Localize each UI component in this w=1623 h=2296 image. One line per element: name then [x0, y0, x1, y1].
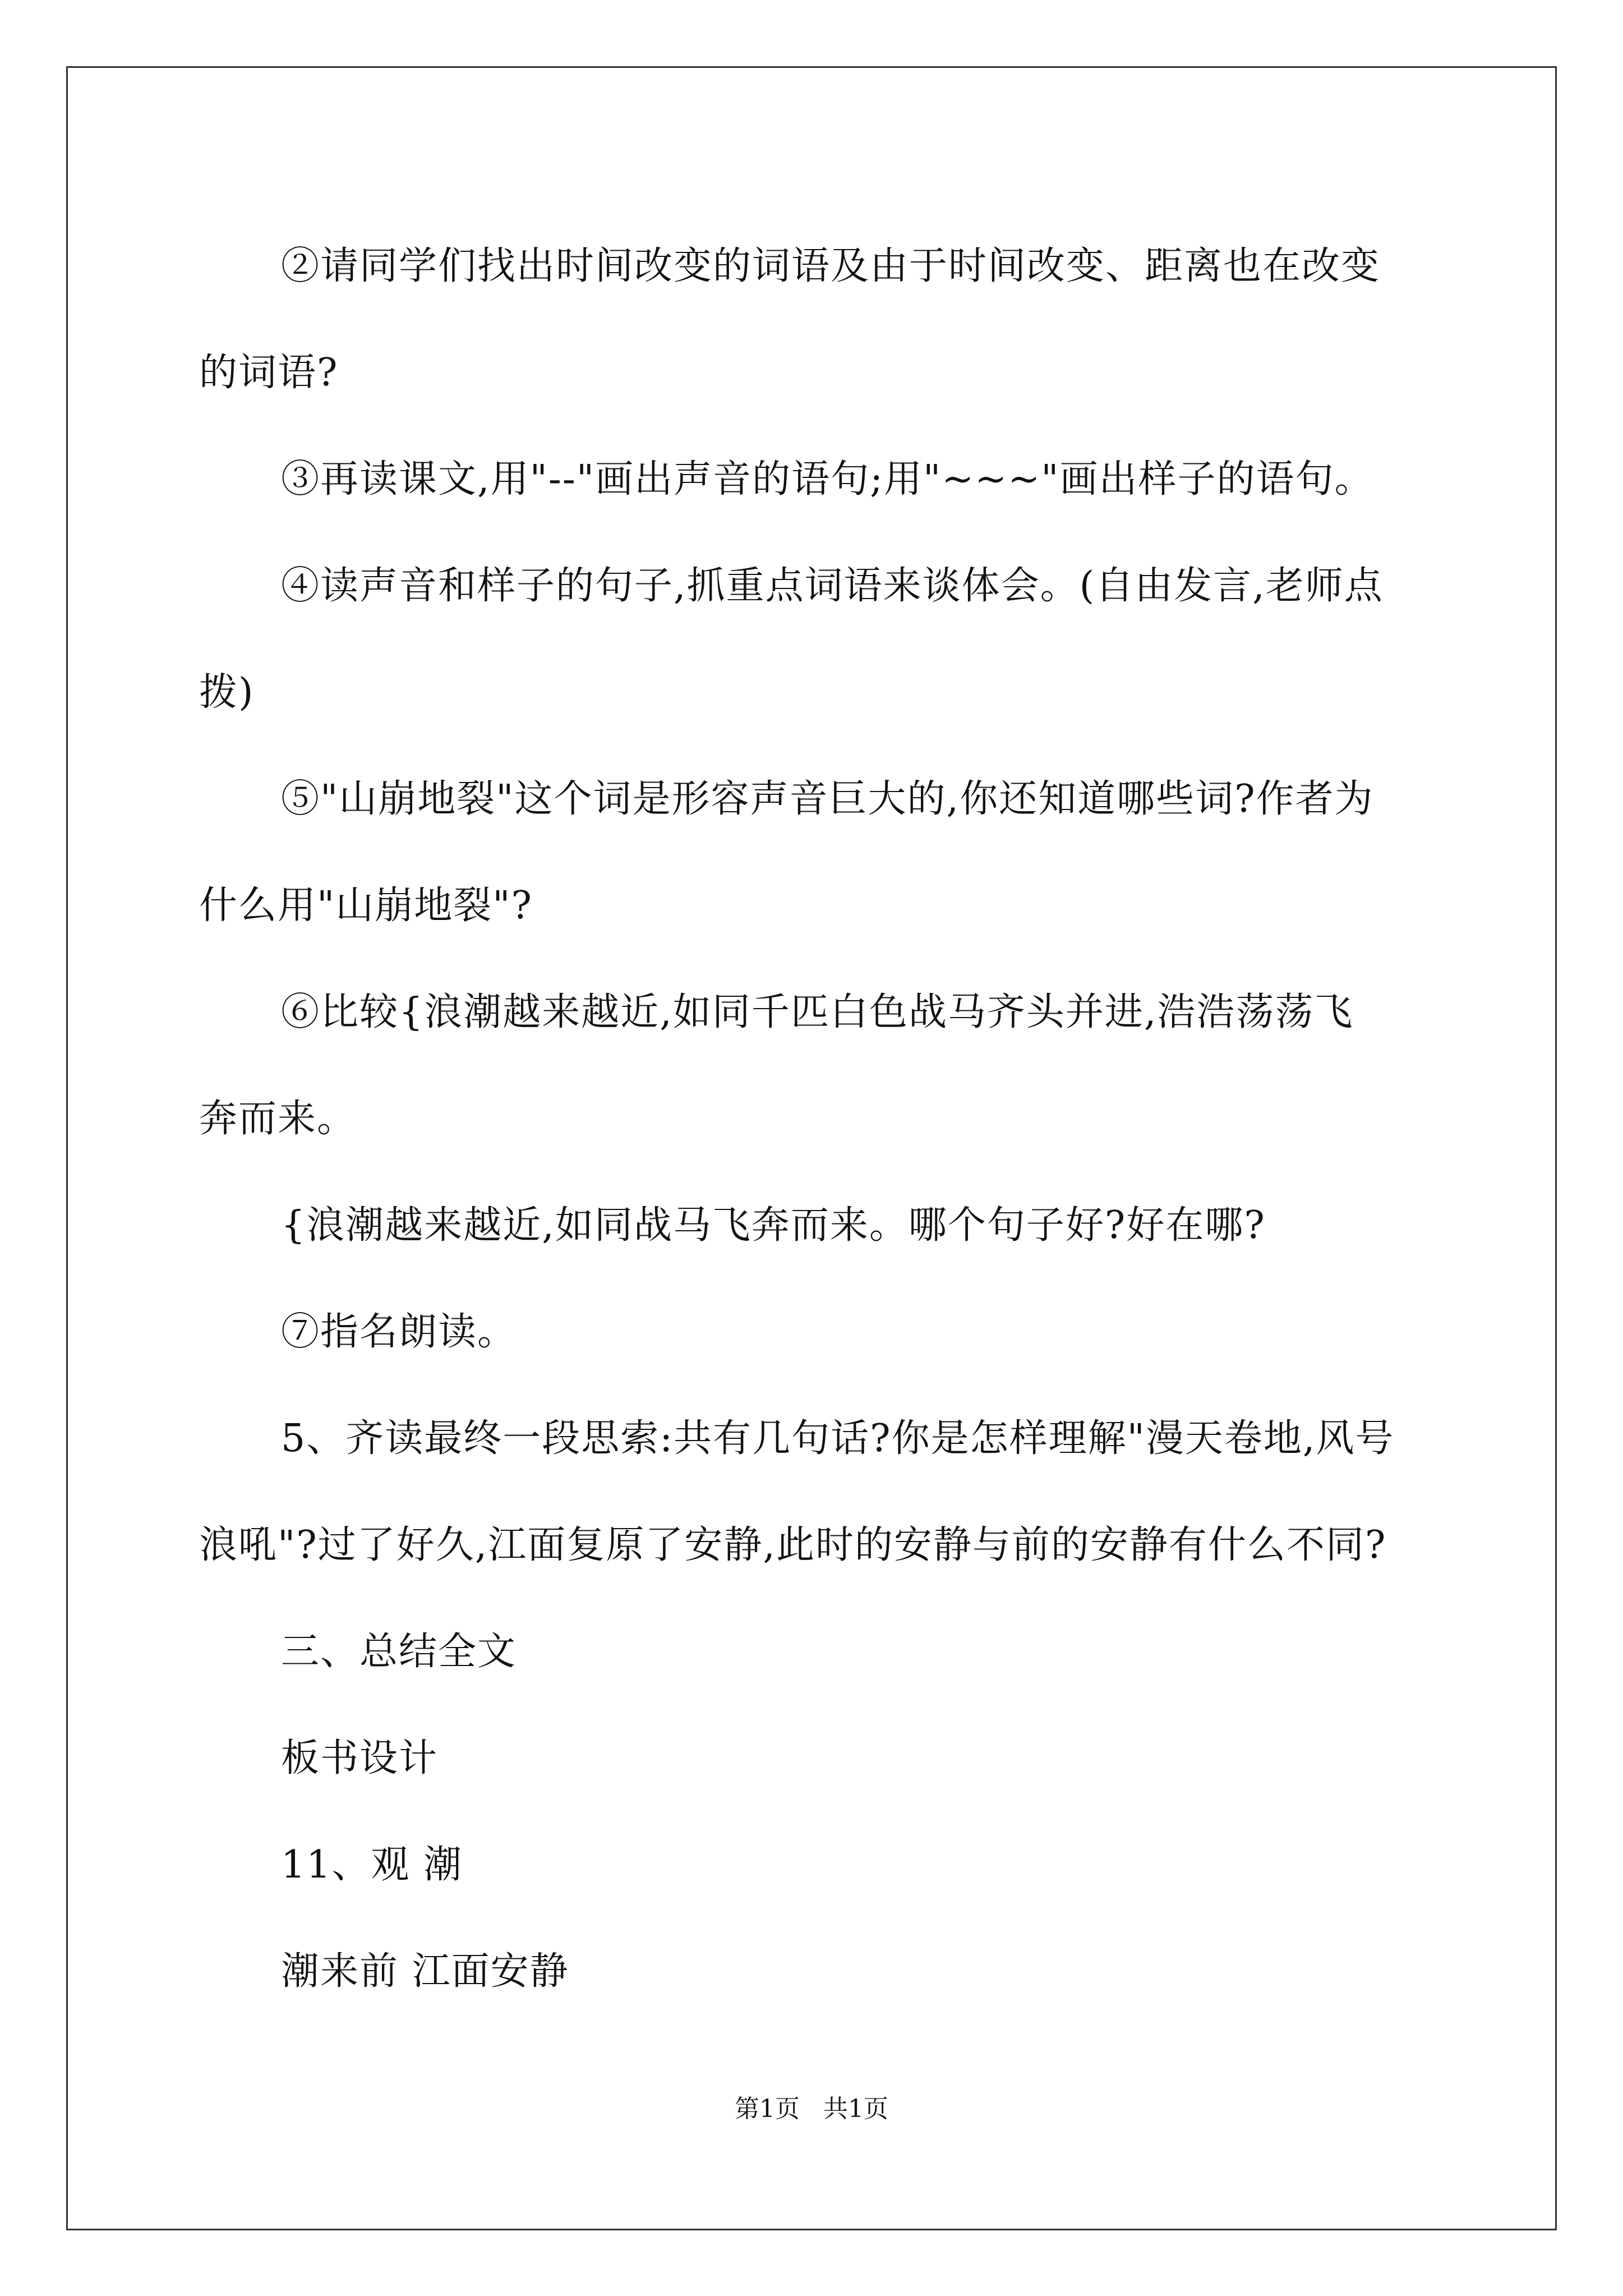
paragraph-line: 什么用"山崩地裂"? — [199, 884, 533, 928]
section-heading: 板书设计 — [281, 1736, 439, 1780]
paragraph-line: {浪潮越来越近,如同战马飞奔而来。哪个句子好?好在哪? — [281, 1203, 1266, 1248]
paragraph-line: 的词语? — [199, 351, 339, 395]
paragraph-line: 拨) — [199, 670, 255, 715]
board-title: 11、观 潮 — [281, 1843, 463, 1887]
paragraph-line: ④读声音和样子的句子,抓重点词语来谈体会。(自由发言,老师点 — [281, 564, 1384, 608]
document-body — [199, 213, 1433, 2025]
paragraph-line: ⑥比较{浪潮越来越近,如同千匹白色战马齐头并进,浩浩荡荡飞 — [281, 990, 1354, 1034]
paragraph-line: ⑦指名朗读。 — [281, 1310, 517, 1354]
paragraph-line: ②请同学们找出时间改变的词语及由于时间改变、距离也在改变 — [281, 244, 1381, 288]
paragraph-line: ③再读课文,用"--"画出声音的语句;用"~~~"画出样子的语句。 — [281, 457, 1374, 501]
paragraph-line: 5、齐读最终一段思索:共有几句话?你是怎样理解"漫天卷地,风号 — [281, 1416, 1395, 1461]
page-number-footer: 第1页 共1页 — [735, 2095, 888, 2123]
paragraph-line: 浪吼"?过了好久,江面复原了安静,此时的安静与前的安静有什么不同? — [199, 1523, 1387, 1567]
paragraph-line: ⑤"山崩地裂"这个词是形容声音巨大的,你还知道哪些词?作者为 — [281, 777, 1374, 821]
board-entry: 潮来前 江面安静 — [281, 1949, 569, 1994]
paragraph-line: 奔而来。 — [199, 1097, 357, 1141]
section-heading: 三、总结全文 — [281, 1630, 517, 1674]
